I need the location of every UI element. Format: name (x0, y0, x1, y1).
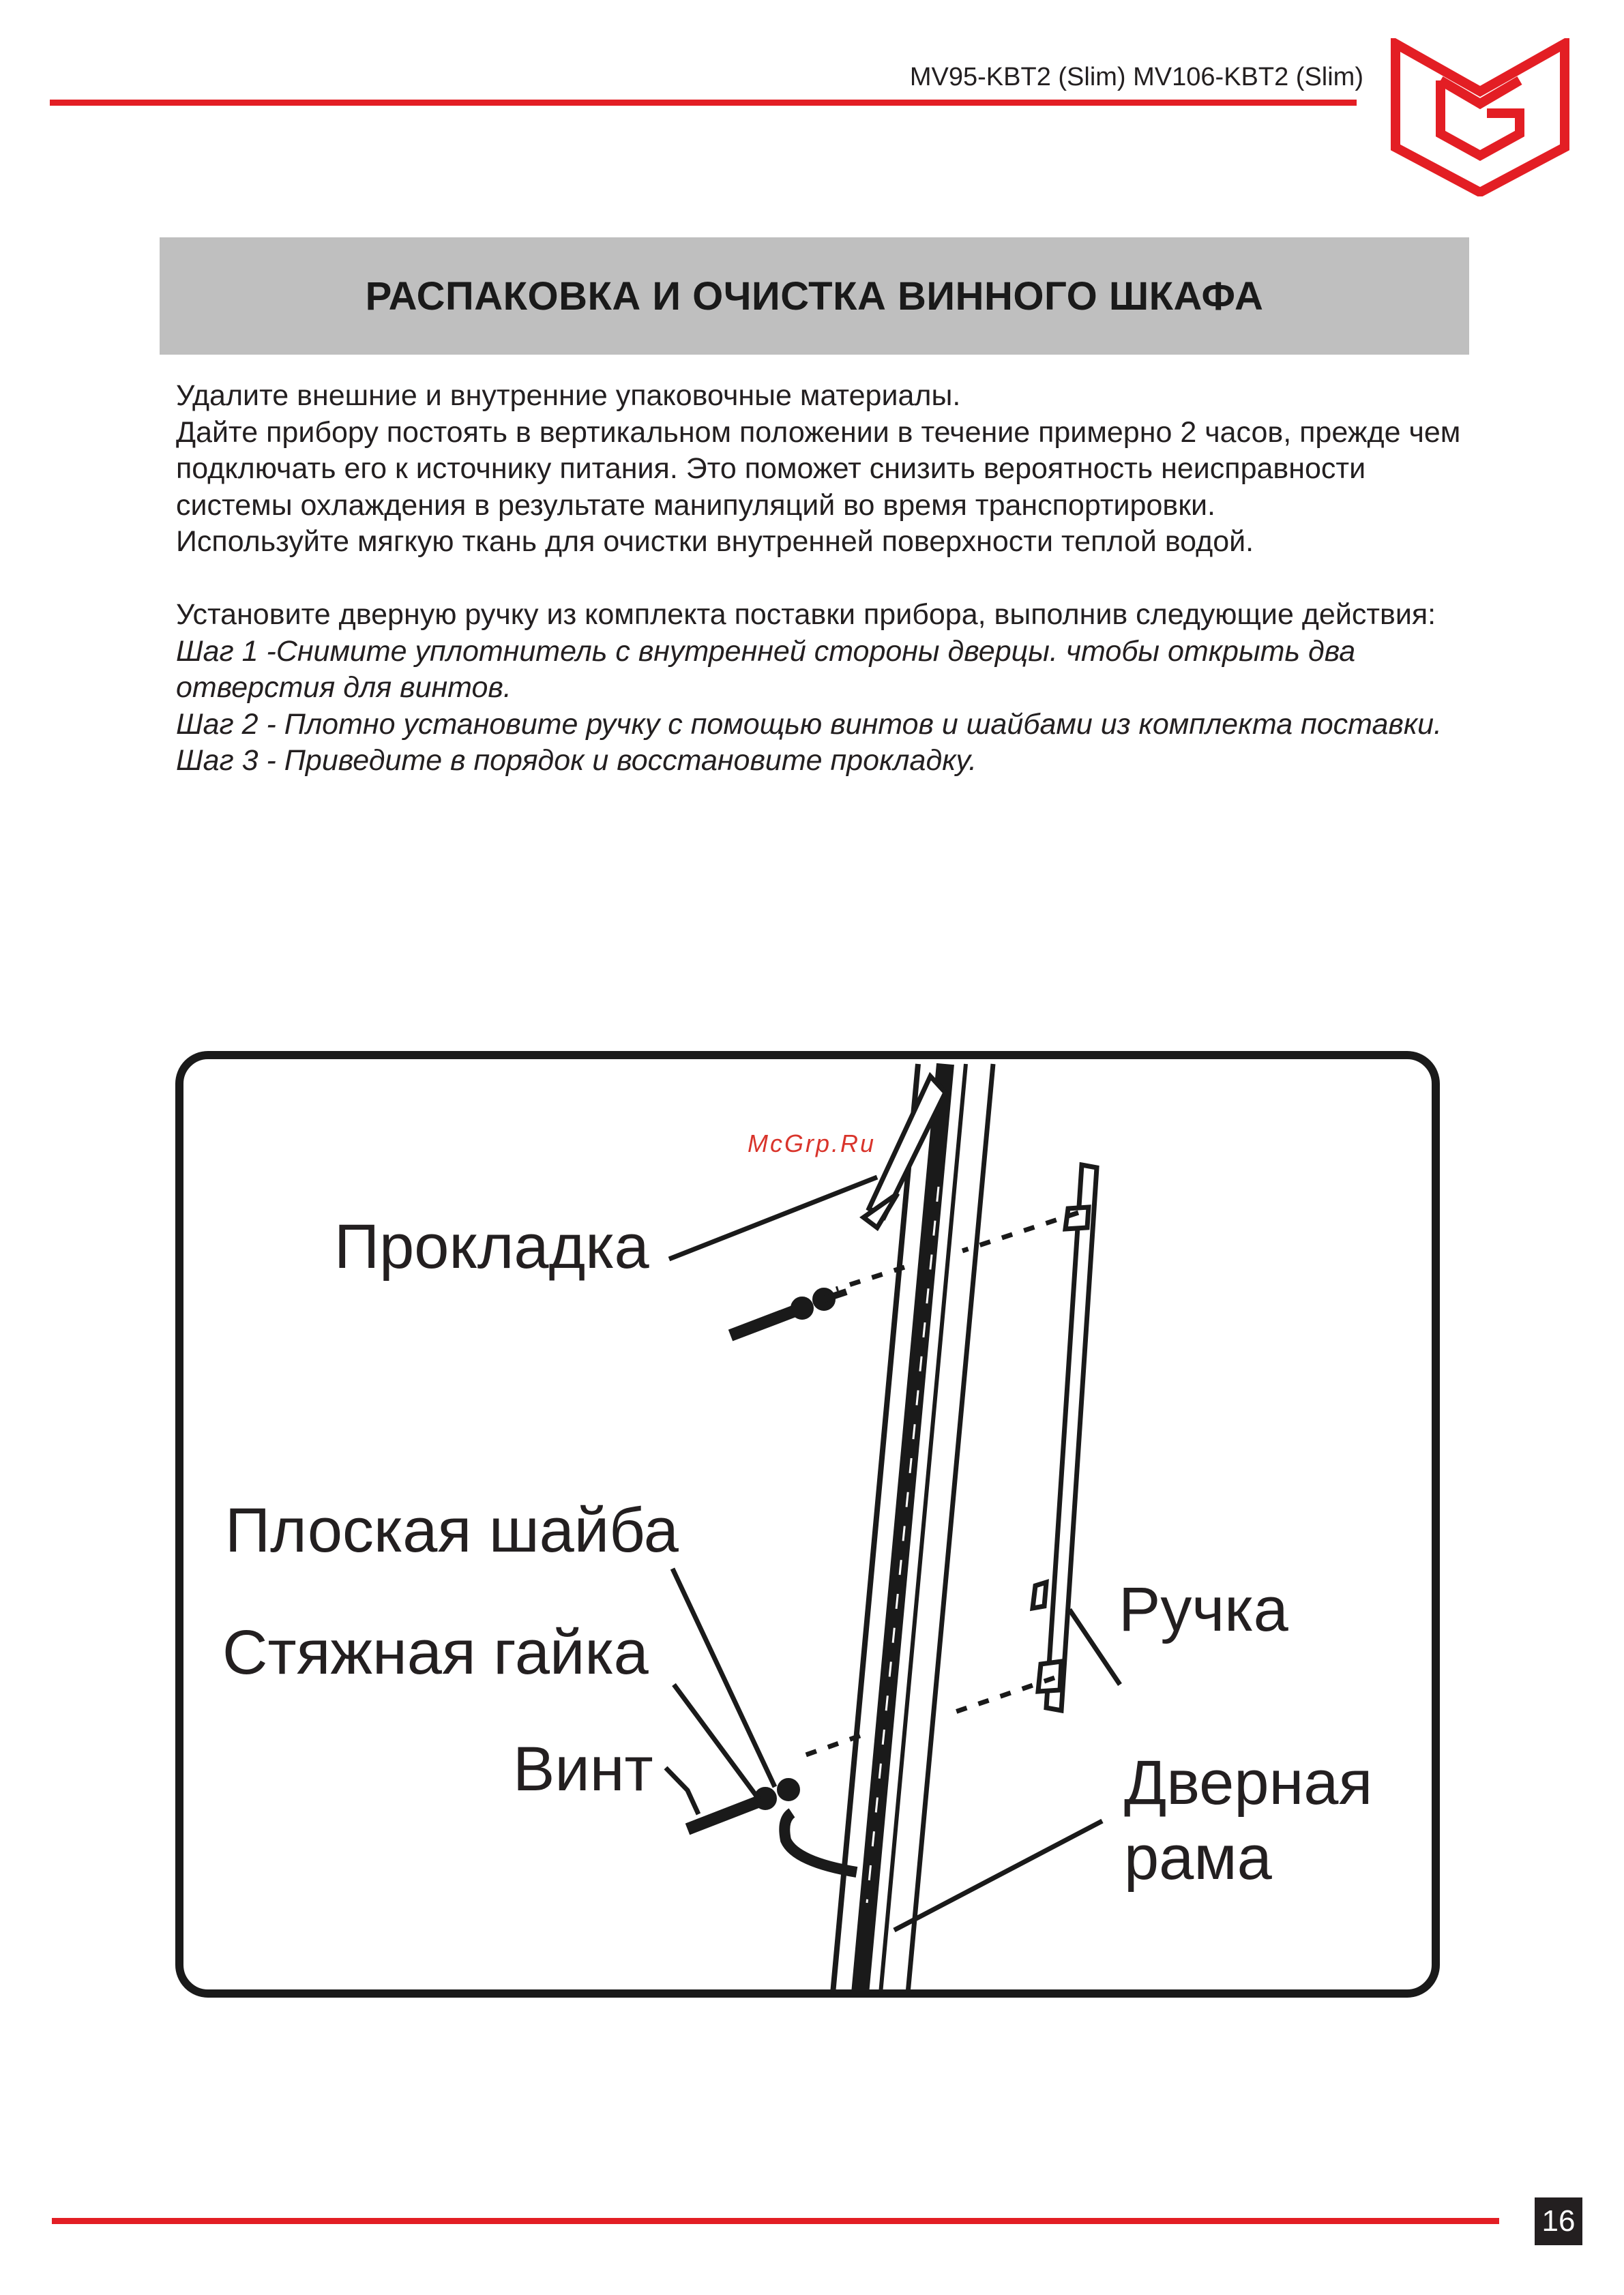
step-3: Шаг 3 - Приведите в порядок и восстановите прокладку. (176, 744, 977, 777)
label-flat-washer: Плоская шайба (225, 1496, 679, 1565)
header-divider (50, 100, 1357, 106)
label-tie-nut: Стяжная гайка (222, 1618, 649, 1687)
paragraph-handle-intro: Установите дверную ручку из комплекта поставки прибора, выполнив следующие действия: (176, 598, 1436, 631)
paragraph-gap (176, 561, 1472, 597)
handle (1033, 1165, 1097, 1711)
label-gasket: Прокладка (334, 1212, 649, 1282)
section-title: РАСПАКОВКА И ОЧИСТКА ВИННОГО ШКАФА (365, 273, 1264, 319)
section-header (160, 237, 1469, 355)
label-handle: Ручка (1119, 1575, 1288, 1644)
paragraph-stand-upright: Дайте прибору постоять в вертикальном положении в течение примерно 2 часов, прежде чем подключать его к источнику питания. Это поможет снизить вероятность неисправности системы охлаждения в результате манипуляций во время транспортировки. (176, 415, 1461, 522)
instructions-text (176, 378, 1472, 780)
paragraph-remove-packaging: Удалите внешние и внутренние упаковочные материалы. (176, 379, 961, 412)
page-number: 16 (1535, 2197, 1582, 2245)
header-model-title: MV95-KBT2 (Slim) MV106-KBT2 (Slim) (909, 63, 1363, 91)
label-screw: Винт (513, 1734, 653, 1804)
watermark: McGrp.Ru (748, 1129, 876, 1157)
footer-divider (52, 2218, 1499, 2224)
brand-logo-icon (1390, 38, 1570, 196)
paragraph-cleaning: Используйте мягкую ткань для очистки внутренней поверхности теплой водой. (176, 525, 1254, 558)
label-door-frame-line1: Дверная (1124, 1748, 1373, 1818)
upper-screw (730, 1290, 846, 1335)
step-1: Шаг 1 -Снимите уплотнитель с внутренней стороны дверцы. чтобы открыть два отверстия для винтов. (176, 634, 1356, 704)
label-door-frame-line2: рама (1124, 1823, 1272, 1893)
door-frame (833, 1064, 993, 1994)
step-2: Шаг 2 - Плотно установите ручку с помощью винтов и шайбами из комплекта поставки. (176, 707, 1442, 741)
